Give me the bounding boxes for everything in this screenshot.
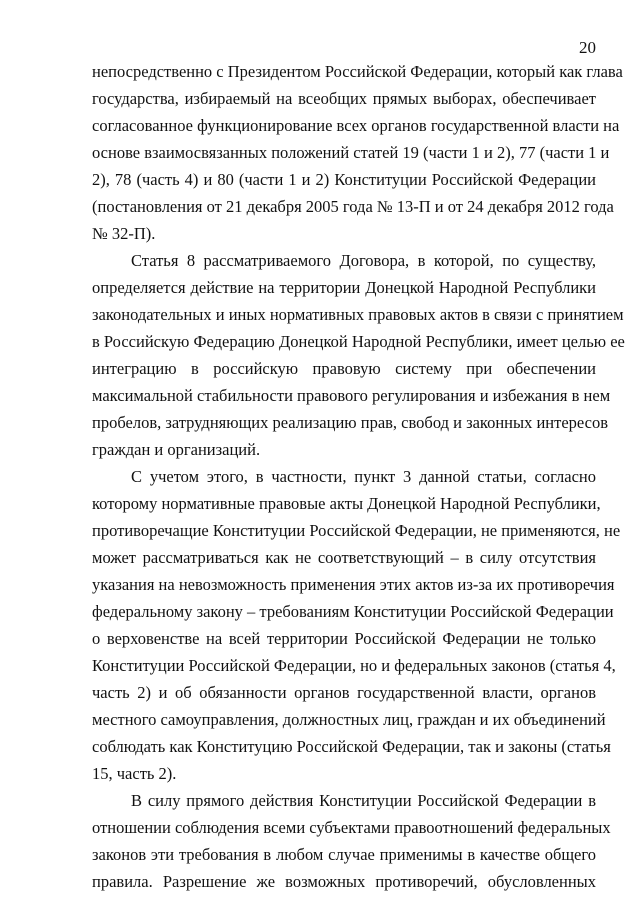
- text-line: пробелов, затрудняющих реализацию прав, свобод и законных интересов: [92, 413, 609, 432]
- text-line: Конституции Российской Федерации, но и федеральных законов (статья 4,: [92, 656, 616, 675]
- text-line: соблюдать как Конституцию Российской Федерации, так и законы (статья: [92, 737, 611, 756]
- text-line: (постановления от 21 декабря 2005 года № 13-П и от 24 декабря 2012 года: [92, 197, 614, 216]
- text-line: непосредственно с Президентом Российской Федерации, который как глава: [92, 62, 623, 81]
- text-line: которому нормативные правовые акты Донецкой Народной Республики,: [92, 494, 601, 513]
- text-line: основе взаимосвязанных положений статей 19 (части 1 и 2), 77 (части 1 и: [92, 143, 610, 162]
- document-body: [92, 58, 625, 895]
- text-line: законодательных и иных нормативных правовых актов в связи с принятием: [92, 305, 624, 324]
- text-line: Статья 8 рассматриваемого Договора, в которой, по существу,: [131, 251, 596, 270]
- text-line: № 32-П).: [92, 224, 156, 243]
- text-line: максимальной стабильности правового регулирования и избежания в нем: [92, 386, 611, 405]
- text-line: противоречащие Конституции Российской Федерации, не применяются, не: [92, 521, 621, 540]
- text-line: 2), 78 (часть 4) и 80 (части 1 и 2) Конституции Российской Федерации: [92, 170, 596, 189]
- text-line: федеральному закону – требованиям Конституции Российской Федерации: [92, 602, 614, 621]
- text-line: правила. Разрешение же возможных противоречий, обусловленных: [92, 872, 596, 891]
- text-line: законов эти требования в любом случае применимы в качестве общего: [92, 845, 596, 864]
- text-line: 15, часть 2).: [92, 764, 177, 783]
- text-line: В силу прямого действия Конституции Российской Федерации в: [131, 791, 596, 810]
- text-line: о верховенстве на всей территории Российской Федерации не только: [92, 629, 596, 648]
- text-line: граждан и организаций.: [92, 440, 261, 459]
- text-line: государства, избираемый на всеобщих прямых выборах, обеспечивает: [92, 89, 596, 108]
- page-number: 20: [579, 38, 596, 57]
- text-line: отношении соблюдения всеми субъектами правоотношений федеральных: [92, 818, 611, 837]
- text-line: может рассматриваться как не соответствующий – в силу отсутствия: [92, 548, 596, 567]
- text-line: С учетом этого, в частности, пункт 3 данной статьи, согласно: [131, 467, 596, 486]
- text-line: согласованное функционирование всех органов государственной власти на: [92, 116, 620, 135]
- text-line: в Российскую Федерацию Донецкой Народной Республики, имеет целью ее: [92, 332, 625, 351]
- text-line: указания на невозможность применения этих актов из-за их противоречия: [92, 575, 615, 594]
- text-line: местного самоуправления, должностных лиц, граждан и их объединений: [92, 710, 606, 729]
- text-line: определяется действие на территории Донецкой Народной Республики: [92, 278, 596, 297]
- text-line: интеграцию в российскую правовую систему при обеспечении: [92, 359, 596, 378]
- text-line: часть 2) и об обязанности органов государственной власти, органов: [92, 683, 596, 702]
